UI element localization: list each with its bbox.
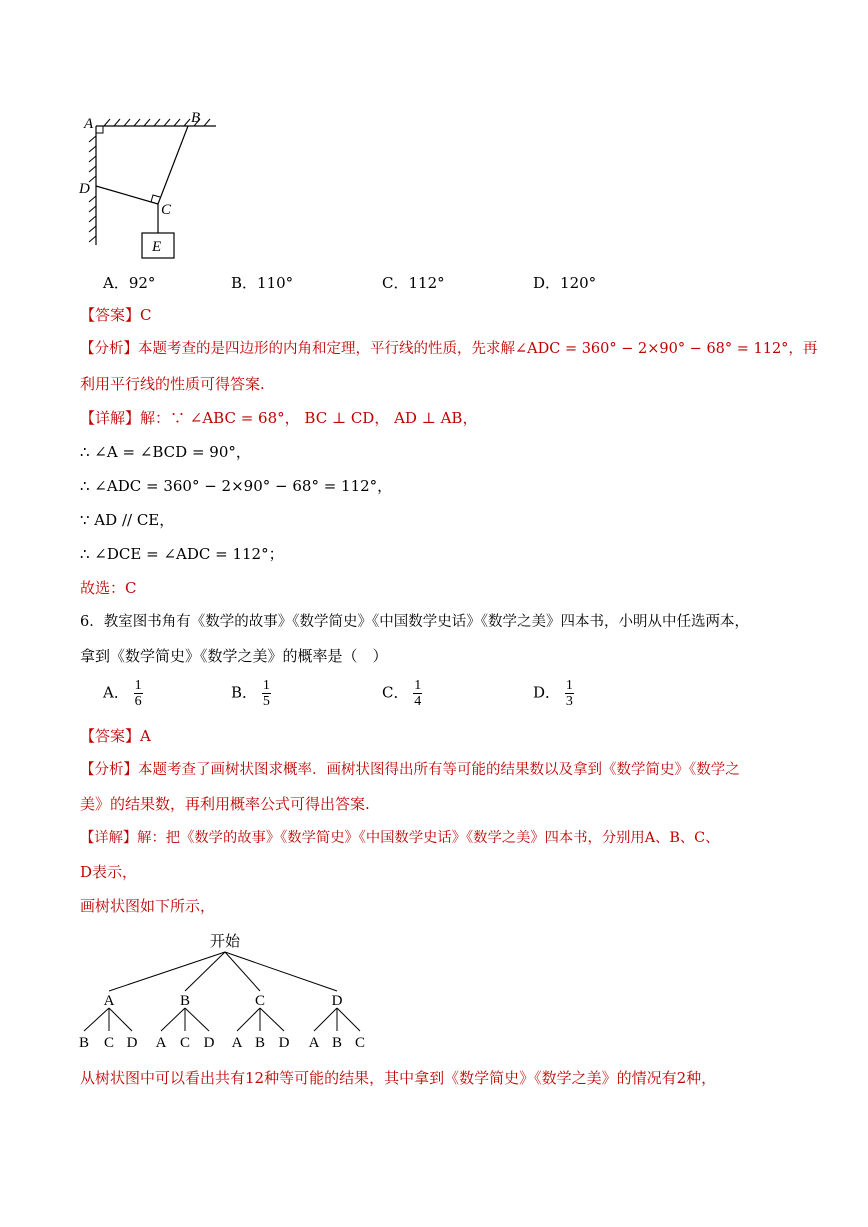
tree-leaf: B xyxy=(331,1035,343,1051)
q5-choice: 故选：C xyxy=(80,579,137,597)
tree-node-d: D xyxy=(331,993,343,1009)
tree-leaf: A xyxy=(308,1035,320,1051)
tree-leaf: B xyxy=(78,1035,90,1051)
q5-detail-line2: ∴ ∠A = ∠BCD = 90°， xyxy=(80,443,251,461)
tree-node-b: B xyxy=(179,993,191,1009)
tree-leaf: D xyxy=(203,1035,215,1051)
q6-detail-line2: D表示， xyxy=(80,863,138,881)
q6-option-c: C． $\frac{1}{4}$ xyxy=(382,678,422,709)
q6-stem-line2: 拿到《数学简史》《数学之美》的概率是（ ） xyxy=(80,647,388,665)
tree-leaf: D xyxy=(126,1035,138,1051)
tree-leaf: C xyxy=(354,1035,366,1051)
q5-detail-line1: 【详解】解：∵ ∠ABC = 68°， BC ⊥ CD， AD ⊥ AB， xyxy=(80,409,478,427)
q5-detail-line3: ∴ ∠ADC = 360° − 2×90° − 68° = 112°， xyxy=(80,477,393,495)
label-C: C xyxy=(161,202,172,218)
q6-option-b: B． $\frac{1}{5}$ xyxy=(231,678,270,709)
q6-option-d: D． $\frac{1}{3}$ xyxy=(533,678,573,709)
q6-detail-line1: 【详解】解：把《数学的故事》《数学简史》《中国数学史话》《数学之美》四本书，分别用A、B、C、 xyxy=(80,830,720,846)
q6-analysis-line1: 【分析】本题考查了画树状图求概率．画树状图得出所有等可能的结果数以及拿到《数学简史》《数学之 xyxy=(80,762,740,778)
tree-node-a: A xyxy=(103,993,115,1009)
tree-root: 开始 xyxy=(209,934,241,950)
tree-leaf: B xyxy=(254,1035,266,1051)
q6-analysis-line2: 美》的结果数，再利用概率公式可得出答案. xyxy=(80,795,370,813)
tree-node-c: C xyxy=(254,993,266,1009)
probability-tree xyxy=(70,928,380,1053)
q5-option-b: B．110° xyxy=(231,274,294,292)
q5-analysis-line1: 【分析】本题考查的是四边形的内角和定理，平行线的性质，先求解∠ADC = 360° − 2×90° − 68° = 112°，再 xyxy=(80,341,818,357)
label-E: E xyxy=(152,239,162,255)
geometry-figure xyxy=(70,100,230,270)
q6-answer: 【答案】A xyxy=(80,727,151,745)
q5-detail-line5: ∴ ∠DCE = ∠ADC = 112°； xyxy=(80,545,284,563)
label-A: A xyxy=(84,116,94,132)
q6-conclusion: 从树状图中可以看出共有12种等可能的结果，其中拿到《数学简史》《数学之美》的情况有2种， xyxy=(80,1069,717,1087)
tree-leaf: A xyxy=(231,1035,243,1051)
q6-detail-line3: 画树状图如下所示， xyxy=(80,897,216,915)
tree-leaf: C xyxy=(179,1035,191,1051)
q5-detail-line4: ∵ AD // CE， xyxy=(80,511,175,529)
q6-option-a: A． $\frac{1}{6}$ xyxy=(103,678,142,709)
q5-analysis-line2: 利用平行线的性质可得答案. xyxy=(80,375,265,393)
tree-leaf: A xyxy=(155,1035,167,1051)
q5-answer: 【答案】C xyxy=(80,306,152,324)
tree-leaf: C xyxy=(103,1035,115,1051)
q5-option-c: C．112° xyxy=(382,274,445,292)
tree-leaf: D xyxy=(278,1035,290,1051)
label-B: B xyxy=(191,110,201,126)
q5-option-d: D．120° xyxy=(533,274,597,292)
label-D: D xyxy=(79,181,90,197)
q6-stem-line1: 6．教室图书角有《数学的故事》《数学简史》《中国数学史话》《数学之美》四本书，小明从中任选两本， xyxy=(80,614,749,630)
q5-option-a: A．92° xyxy=(103,274,156,292)
